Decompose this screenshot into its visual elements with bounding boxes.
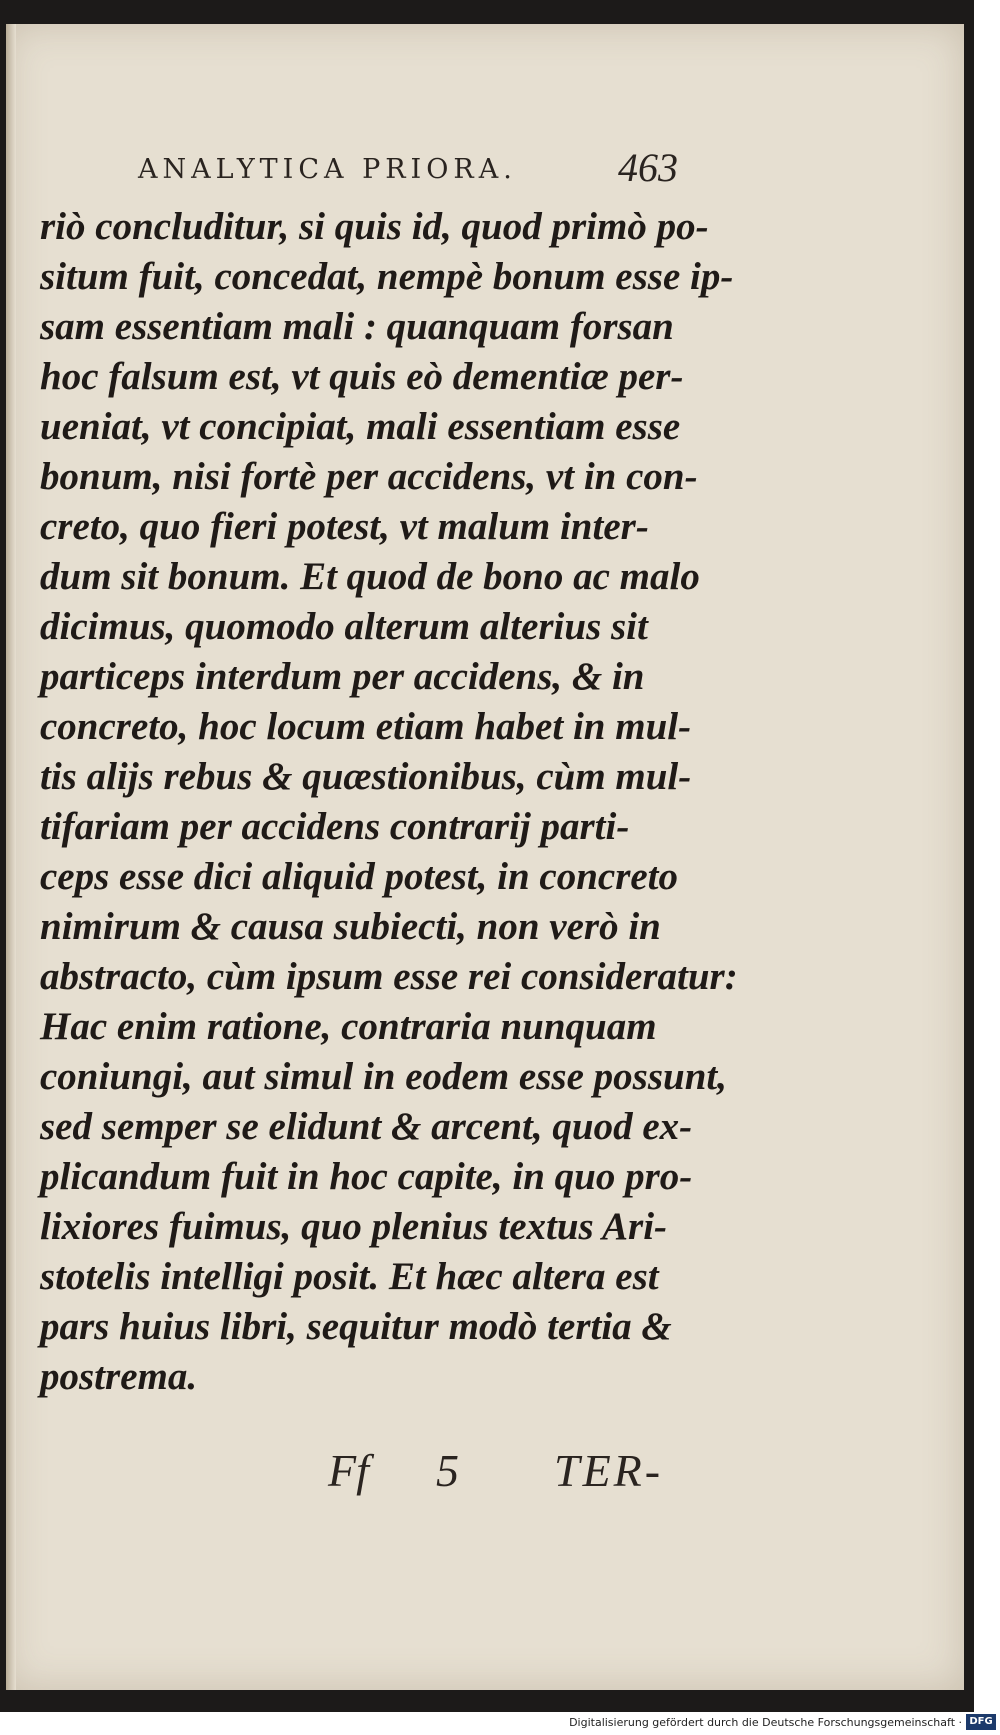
text-line: sam essentiam mali : quanquam forsan xyxy=(40,305,674,348)
text-line: particeps interdum per accidens, & in xyxy=(40,655,645,698)
text-line: tifariam per accidens contrarij parti- xyxy=(40,805,630,848)
text-line: plicandum fuit in hoc capite, in quo pro- xyxy=(40,1155,693,1198)
text-line: dum sit bonum. Et quod de bono ac malo xyxy=(40,555,700,598)
text-line: abstracto, cùm ipsum esse rei consideratur: xyxy=(40,955,738,998)
text-line: pars huius libri, sequitur modò tertia & xyxy=(40,1305,672,1348)
running-head: ANALYTICA PRIORA. xyxy=(138,154,517,185)
text-line: concreto, hoc locum etiam habet in mul- xyxy=(40,705,692,748)
text-line: stotelis intelligi posit. Et hæc altera est xyxy=(40,1255,659,1298)
text-line: coniungi, aut simul in eodem esse possunt, xyxy=(40,1055,727,1098)
text-line: dicimus, quomodo alterum alterius sit xyxy=(40,605,648,648)
text-line: lixiores fuimus, quo plenius textus Ari- xyxy=(40,1205,668,1248)
text-line: hoc falsum est, vt quis eò dementiæ per- xyxy=(40,355,684,398)
text-line: ceps esse dici aliquid potest, in concreto xyxy=(40,855,679,898)
catchword: TER- xyxy=(554,1445,664,1496)
text-line: ueniat, vt concipiat, mali essentiam esse xyxy=(40,405,681,448)
book-page xyxy=(6,24,964,1690)
page-footer-catchwords xyxy=(6,1444,964,1504)
digitization-footer xyxy=(0,1712,1000,1735)
text-line: bonum, nisi fortè per accidens, vt in con- xyxy=(40,455,698,498)
body-text xyxy=(40,202,738,1402)
text-line: sed semper se elidunt & arcent, quod ex- xyxy=(40,1105,693,1148)
text-line: situm fuit, concedat, nempè bonum esse ip- xyxy=(40,255,734,298)
text-line: tis alijs rebus & quæstionibus, cùm mul- xyxy=(40,755,692,798)
text-line: Hac enim ratione, contraria nunquam xyxy=(40,1005,657,1048)
text-line: creto, quo fieri potest, vt malum inter- xyxy=(40,505,649,548)
signature-number: 5 xyxy=(436,1445,459,1496)
funding-credit: Digitalisierung gefördert durch die Deutsche Forschungsgemeinschaft · xyxy=(569,1716,962,1729)
page-gutter-edge xyxy=(6,24,16,1690)
text-line: nimirum & causa subiecti, non verò in xyxy=(40,905,661,948)
text-line: postrema. xyxy=(40,1355,198,1398)
text-line: riò concluditur, si quis id, quod primò po- xyxy=(40,205,709,248)
page-number: 463 xyxy=(618,145,678,190)
dfg-logo-icon: DFG xyxy=(966,1714,996,1730)
signature-mark: Ff xyxy=(328,1445,369,1496)
